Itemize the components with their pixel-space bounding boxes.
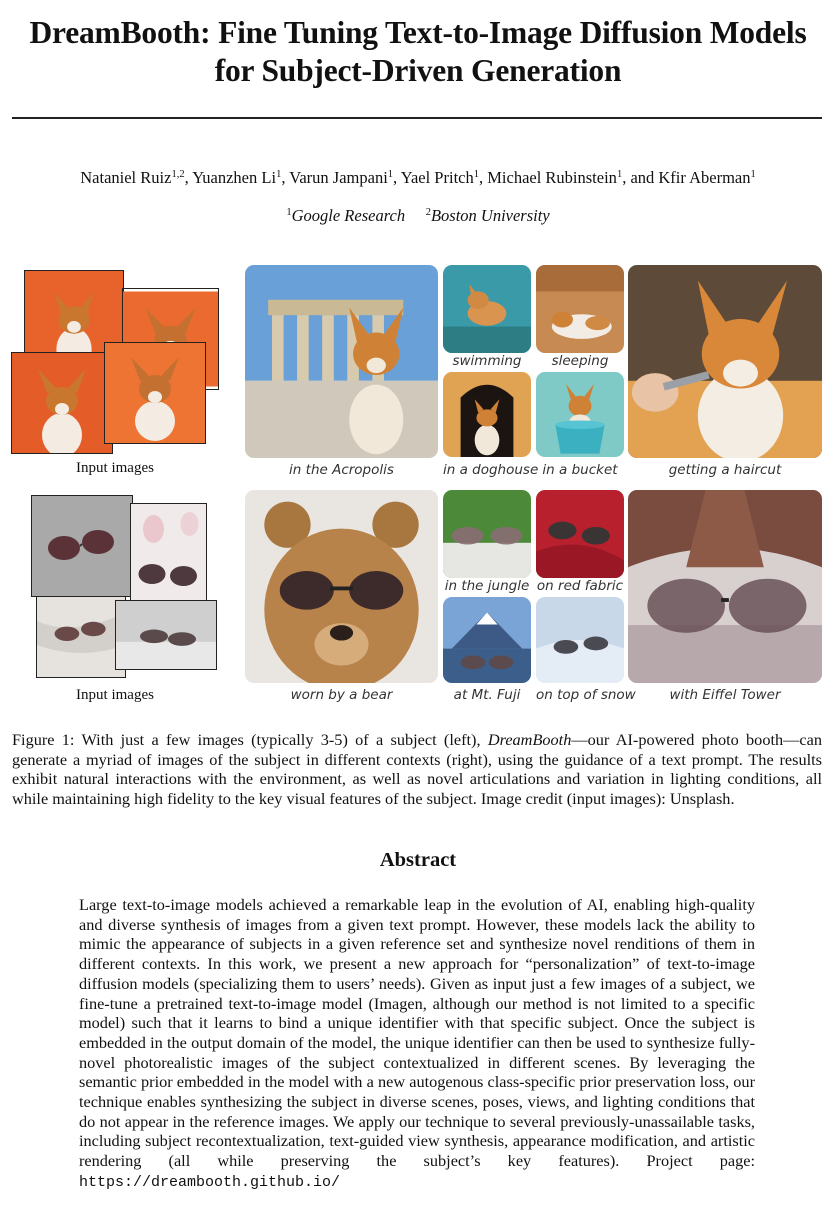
paper-title — [0, 14, 836, 90]
author: Yael Pritch$^1$, — [400, 168, 488, 187]
image-glasses-eiffel — [628, 490, 822, 683]
abstract-body: Large text-to-image models achieved a remarkable leap in the evolution of AI, enabling high-quality and diverse synthesis of images from a given text prompt. However, these models lack the ability to mimic the appearance of subjects in a given reference set and synthesize novel renditions of them in different contexts. In this work, we present a new approach for “personalization” of text-to-image diffusion models (specializing them to users’ needs). Given as input just a few images of a subject, we fine-tune a pretrained text-to-image model (Imagen, although our method is not limited to a specific model) such that it learns to bind a unique identifier with that specific subject. Once the subject is embedded in the output domain of the model, the unique identifier can then be used to synthesize fully-novel photorealistic images of the subject contextualized in different scenes. By leveraging the semantic prior embedded in the model with a new autogenous class-specific prior preservation loss, our technique enables synthesizing the subject in diverse scenes, poses, views, and lighting conditions that do not appear in the reference images. We apply our technique to several previously-unassailable tasks, including subject recontextualization, text-guided view synthesis, appearance modification, and artistic rendering (all while preserving the subject’s key features). Project page: https://dreambooth.github.io/ — [79, 895, 755, 1191]
author-list — [0, 168, 836, 188]
author: Varun Jampani$^1$, — [289, 168, 401, 187]
affiliation-google: Google Research — [291, 206, 406, 225]
caption-bucket: in a bucket — [542, 462, 618, 478]
caption-sleeping: sleeping — [551, 353, 609, 369]
caption-swimming: swimming — [452, 353, 522, 369]
input-image-glasses-2 — [130, 503, 207, 605]
input-image-corgi-3 — [11, 352, 113, 454]
figure-caption-emphasis: DreamBooth — [487, 730, 572, 749]
image-corgi-acropolis — [245, 265, 438, 458]
author: Kfir Aberman$^1$ — [658, 168, 756, 187]
affiliations: $^1$Google Research $^2$Boston University — [286, 206, 550, 225]
abstract-heading: Abstract — [379, 849, 457, 871]
figure-caption: Figure 1: With just a few images (typically 3-5) of a subject (left), DreamBooth—our AI-powered photo booth—can generate a myriad of images of the subject in different contexts (right), using the guidance of a text prompt. The results exhibit natural interactions with the environment, as well as novel articulations and variation in lighting conditions, all while maintaining high fidelity to the key visual features of the subject. Image credit (input images): Unsplash. — [12, 730, 822, 809]
affiliation-bu: Boston University — [430, 206, 550, 225]
caption-jungle: in the jungle — [444, 578, 530, 594]
figure-label: Figure 1: — [12, 730, 75, 749]
image-glasses-fuji — [443, 597, 531, 683]
image-corgi-doghouse — [443, 372, 531, 457]
caption-eiffel: with Eiffel Tower — [669, 687, 781, 703]
input-image-glasses-3 — [36, 596, 126, 678]
author: Nataniel Ruiz$^{1,2}$, — [80, 168, 193, 187]
caption-haircut: getting a haircut — [668, 462, 782, 478]
caption-acropolis: in the Acropolis — [289, 462, 394, 478]
title-rule — [12, 117, 822, 119]
caption-snow: on top of snow — [536, 687, 636, 703]
image-corgi-haircut — [628, 265, 822, 458]
author: Yuanzhen Li$^1$, — [192, 168, 290, 187]
title-line-2: for Subject-Driven Generation — [214, 53, 622, 88]
input-images-label-bottom: Input images — [76, 687, 154, 703]
image-glasses-red-fabric — [536, 490, 624, 578]
input-image-glasses-4 — [115, 600, 217, 670]
image-glasses-snow — [536, 597, 624, 683]
input-image-corgi-4 — [104, 342, 206, 444]
project-page-link[interactable]: https://dreambooth.github.io/ — [79, 1173, 341, 1191]
caption-doghouse: in a doghouse — [443, 462, 539, 478]
title-line-1: DreamBooth: Fine Tuning Text-to-Image Diffusion Models — [29, 15, 807, 50]
caption-fuji: at Mt. Fuji — [453, 687, 521, 703]
caption-bear: worn by a bear — [290, 687, 393, 703]
image-glasses-jungle — [443, 490, 531, 578]
author: Michael Rubinstein$^1$, and — [487, 168, 659, 187]
image-corgi-swimming — [443, 265, 531, 353]
image-corgi-bucket — [536, 372, 624, 457]
caption-red-fabric: on red fabric — [536, 578, 624, 594]
input-image-glasses-1 — [31, 495, 133, 597]
input-images-label-top: Input images — [76, 460, 154, 476]
image-corgi-sleeping — [536, 265, 624, 353]
image-glasses-bear — [245, 490, 438, 683]
